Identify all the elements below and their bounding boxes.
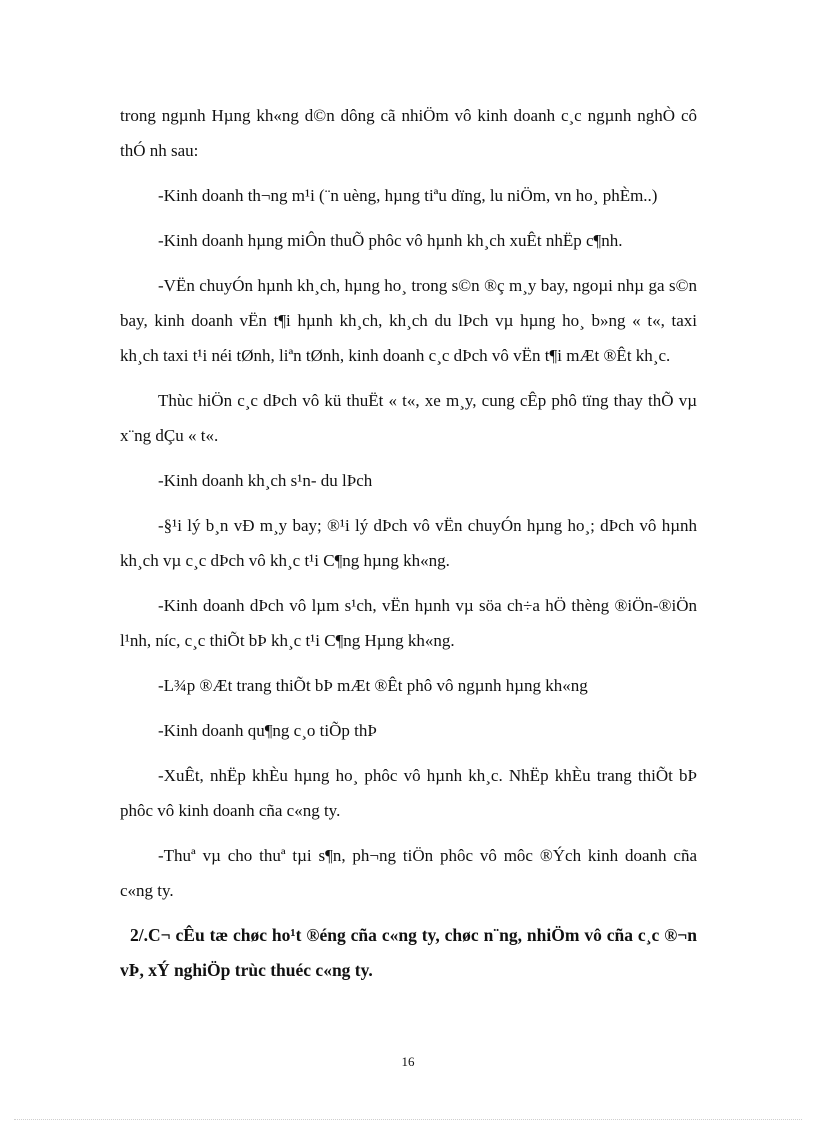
paragraph-duty-free: -Kinh doanh hµng miÔn thuÕ phôc vô hµnh kh¸ch xuÊt nhËp c¶nh. [158, 231, 623, 250]
paragraph-hotel-tourism: -Kinh doanh kh¸ch s¹n- du lÞch [158, 471, 373, 490]
section-heading: 2/.C¬ cÊu tæ chøc ho¹t ®éng cña c«ng ty, chøc n¨ng, nhiÖm vô cña c¸c ®¬n vÞ, xÝ nghiÖp trùc thuéc c«ng ty. [120, 925, 697, 980]
paragraph-transport: -VËn chuyÓn hµnh kh¸ch, hµng ho¸ trong s©n ®ç m¸y bay, ngoµi nhµ ga s©n bay, kinh doanh vËn t¶i hµnh kh¸ch, kh¸ch du lÞch vµ hµng ho¸ b»ng « t«, taxi kh¸ch taxi t¹i néi tØnh, liªn tØnh, kinh doanh c¸c dÞch vô vËn t¶i mÆt ®Êt kh¸c. [120, 276, 697, 365]
page-bottom-divider [14, 1119, 802, 1120]
paragraph-technical-services: Thùc hiÖn c¸c dÞch vô kü thuËt « t«, xe m¸y, cung cÊp phô tïng thay thÕ vµ x¨ng dÇu « t«. [120, 391, 697, 445]
page-number: 16 [401, 1054, 415, 1069]
paragraph-ground-equipment: -L¾p ®Æt trang thiÕt bÞ mÆt ®Êt phô vô ngµnh hµng kh«ng [158, 676, 588, 695]
paragraph-leasing: -Thuª vµ cho thuª tµi s¶n, ph¬ng tiÖn phôc vô môc ®Ých kinh doanh cña c«ng ty. [120, 846, 697, 900]
paragraph-continuation: trong ngµnh Hµng kh«ng d©n dông cã nhiÖm vô kinh doanh c¸c ngµnh nghÒ cô thÓ nh sau: [120, 106, 697, 160]
paragraph-import-export: -XuÊt, nhËp khÈu hµng ho¸ phôc vô hµnh kh¸c. NhËp khÈu trang thiÕt bÞ phôc vô kinh doanh cña c«ng ty. [120, 766, 697, 820]
paragraph-cleaning-services: -Kinh doanh dÞch vô lµm s¹ch, vËn hµnh vµ söa ch÷a hÖ thèng ®iÖn-®iÖn l¹nh, níc, c¸c thiÕt bÞ kh¸c t¹i C¶ng Hµng kh«ng. [120, 596, 697, 650]
body-text [120, 98, 697, 1006]
paragraph-advertising: -Kinh doanh qu¶ng c¸o tiÕp thÞ [158, 721, 377, 740]
paragraph-ticket-agency: -§¹i lý b¸n vÐ m¸y bay; ®¹i lý dÞch vô vËn chuyÓn hµng ho¸; dÞch vô hµnh kh¸ch vµ c¸c dÞch vô kh¸c t¹i C¶ng hµng kh«ng. [120, 516, 697, 570]
paragraph-trade-business: -Kinh doanh th¬ng m¹i (¨n uèng, hµng tiªu dïng, lu niÖm, vn ho¸ phÈm..) [158, 186, 658, 205]
